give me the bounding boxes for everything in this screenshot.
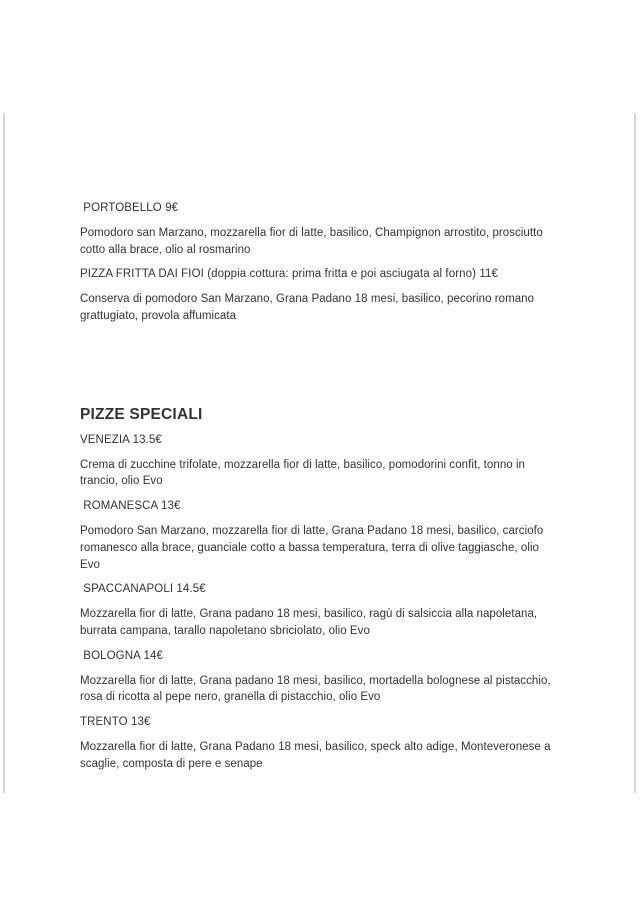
menu-item-title: PIZZA FRITTA DAI FIOI (doppia cottura: prima fritta e poi asciugata al forno) 11€: [80, 268, 499, 281]
menu-item-description: Crema di zucchine trifolate, mozzarella fior di latte, basilico, pomodorini confit, tonno in trancio, olio Evo: [80, 458, 526, 488]
menu-item-description: Mozzarella fior di latte, Grana padano 18 mesi, basilico, mortadella bolognese al pistacchio, rosa di ricotta al pepe nero, granella di pistacchio, olio Evo: [80, 674, 551, 704]
menu-item-romanesca: [80, 498, 557, 573]
menu-item-description: Pomodoro San Marzano, mozzarella fior di latte, Grana Padano 18 mesi, basilico, carciofo romanesco alla brace, guanciale cotto a bassa temperatura, terra di olive taggiasche, olio Evo: [80, 524, 544, 571]
menu-item-description: Pomodoro san Marzano, mozzarella fior di latte, basilico, Champignon arrostito, prosciutto cotto alla brace, olio al rosmarino: [80, 226, 543, 256]
menu-item-pizza-fritta: [80, 266, 557, 324]
menu-item-bologna: [80, 648, 557, 706]
menu-item-spaccanapoli: [80, 581, 557, 639]
menu-item-description: Mozzarella fior di latte, Grana padano 18 mesi, basilico, ragù di salsiccia alla napoletana, burrata campana, tarallo napoletano sbriciolato, olio Evo: [80, 608, 538, 637]
menu-item-title: BOLOGNA 14€: [80, 649, 164, 662]
menu-item-title: VENEZIA 13.5€: [80, 433, 162, 446]
menu-content: [80, 200, 557, 781]
menu-item-title: ROMANESCA 13€: [80, 500, 181, 513]
menu-item-description: Mozzarella fior di latte, Grana Padano 18 mesi, basilico, speck alto adige, Monteveronese a scaglie, composta di pere e senape: [80, 740, 551, 770]
menu-item-trento: [80, 714, 557, 772]
page-left-edge-line: [3, 113, 5, 793]
menu-item-description: Conserva di pomodoro San Marzano, Grana Padano 18 mesi, basilico, pecorino romano grattugiato, provola affumicata: [80, 293, 535, 322]
section-heading-pizze-speciali: PIZZE SPECIALI: [80, 405, 203, 423]
menu-item-title: TRENTO 13€: [80, 716, 151, 729]
menu-item-title: PORTOBELLO 9€: [80, 202, 179, 214]
page-right-edge-line: [634, 113, 636, 793]
menu-item-venezia: [80, 432, 557, 490]
menu-item-title: SPACCANAPOLI 14.5€: [80, 583, 206, 596]
menu-item-portobello: [80, 200, 557, 258]
